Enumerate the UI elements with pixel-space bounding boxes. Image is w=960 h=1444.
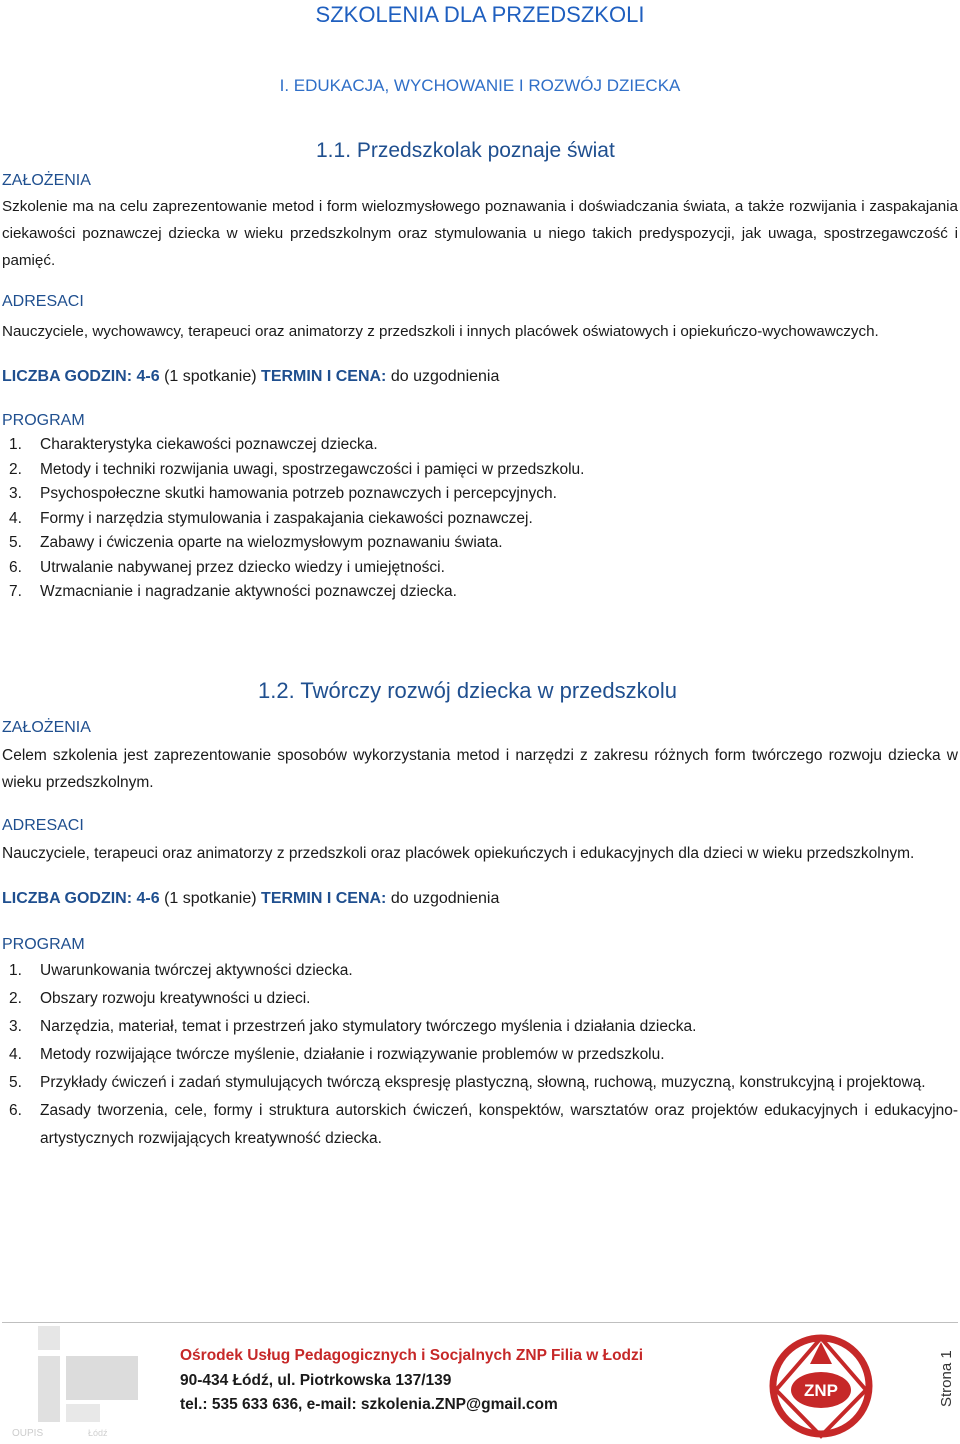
item-number: 6. bbox=[9, 1102, 22, 1119]
hours-label: LICZBA GODZIN: bbox=[2, 890, 133, 907]
footer-contact bbox=[180, 1344, 643, 1418]
program-list bbox=[2, 957, 958, 1153]
program-label: PROGRAM bbox=[2, 936, 85, 953]
adresaci-text: Nauczyciele, wychowawcy, terapeuci oraz animatorzy z przedszkoli i innych placówek oświatowych i opiekuńczo-wychowawczych. bbox=[2, 323, 879, 340]
znp-logo-icon bbox=[766, 1328, 876, 1440]
zalozenia-text: Celem szkolenia jest zaprezentowanie sposobów wykorzystania metod i narzędzi z zakresu różnych form twórczego rozwoju dziecka w wieku przedszkolnym. bbox=[2, 747, 958, 791]
term-label: TERMIN I CENA: bbox=[261, 368, 387, 385]
item-text: Narzędzia, materiał, temat i przestrzeń jako stymulatory twórczego myślenia i działania dziecka. bbox=[40, 1018, 697, 1035]
item-text: Uwarunkowania twórczej aktywności dziecka. bbox=[40, 962, 353, 979]
section-title: 1.1. Przedszkolak poznaje świat bbox=[316, 139, 615, 162]
list-item bbox=[2, 985, 958, 1013]
part-title: I. EDUKACJA, WYCHOWANIE I ROZWÓJ DZIECKA bbox=[279, 76, 681, 95]
item-text: Metody rozwijające twórcze myślenie, działanie i rozwiązywanie problemów w przedszkolu. bbox=[40, 1046, 665, 1063]
footer-address: 90-434 Łódź, ul. Piotrkowska 137/139 bbox=[180, 1371, 452, 1389]
hours-value: 4-6 bbox=[136, 368, 160, 385]
hours-note: (1 spotkanie) bbox=[164, 890, 257, 907]
item-text: Psychospołeczne skutki hamowania potrzeb poznawczych i percepcyjnych. bbox=[40, 485, 557, 502]
hours-line bbox=[2, 887, 958, 911]
item-text: Formy i narzędzia stymulowania i zaspakajania ciekawości poznawczej. bbox=[40, 509, 533, 527]
item-number: 2. bbox=[9, 990, 22, 1007]
list-item bbox=[2, 1013, 958, 1041]
oupis-logo-icon bbox=[4, 1324, 144, 1440]
item-number: 7. bbox=[9, 583, 22, 600]
list-item bbox=[2, 1041, 958, 1069]
zalozenia-label: ZAŁOŻENIA bbox=[2, 719, 91, 736]
item-text: Przykłady ćwiczeń i zadań stymulujących twórczą ekspresję plastyczną, słowną, ruchową, muzyczną, konstrukcyjną i projektową. bbox=[40, 1074, 926, 1091]
item-text: Zabawy i ćwiczenia oparte na wielozmysłowym poznawaniu świata. bbox=[40, 534, 503, 551]
section-przedszkolak bbox=[2, 136, 958, 605]
item-text: Charakterystyka ciekawości poznawczej dziecka. bbox=[40, 436, 378, 453]
item-number: 1. bbox=[9, 436, 22, 453]
hours-note: (1 spotkanie) bbox=[164, 368, 257, 385]
section-title: 1.2. Twórczy rozwój dziecka w przedszkolu bbox=[258, 678, 677, 703]
footer-contact-line: tel.: 535 633 636, e-mail: szkolenia.ZNP@gmail.com bbox=[180, 1396, 558, 1413]
zalozenia-label: ZAŁOŻENIA bbox=[2, 172, 91, 189]
program-list bbox=[2, 433, 958, 605]
term-value: do uzgodnienia bbox=[390, 368, 500, 385]
footer-divider bbox=[2, 1322, 958, 1323]
item-text: Utrwalanie nabywanej przez dziecko wiedzy i umiejętności. bbox=[40, 558, 445, 576]
item-number: 5. bbox=[9, 534, 22, 551]
item-number: 3. bbox=[9, 485, 22, 502]
adresaci-label: ADRESACI bbox=[2, 293, 84, 310]
item-text: Zasady tworzenia, cele, formy i struktura autorskich ćwiczeń, konspektów, warsztatów oraz projektów edukacyjnych i edukacyjno-artystycznych rozwijających kreatywność dziecka. bbox=[40, 1102, 958, 1147]
hours-label: LICZBA GODZIN: bbox=[2, 368, 133, 385]
page-title: SZKOLENIA DLA PRZEDSZKOLI bbox=[315, 2, 645, 27]
item-number: 2. bbox=[9, 460, 22, 478]
list-item bbox=[2, 556, 958, 581]
page-number: Strona 1 bbox=[938, 1350, 955, 1407]
zalozenia-text: Szkolenie ma na celu zaprezentowanie metod i form wielozmysłowego poznawania i doświadczania świata, a także rozwijania i zaspakajania ciekawości poznawczej dziecka w wieku przedszkolnym oraz stymulowania u niego takich predyspozycji, jak uwaga, spostrzegawczość i pamięć. bbox=[2, 198, 958, 269]
hours-value: 4-6 bbox=[136, 890, 160, 907]
item-number: 1. bbox=[9, 962, 22, 979]
list-item bbox=[2, 957, 958, 985]
section-tworczy-rozwoj bbox=[2, 676, 958, 1153]
item-number: 6. bbox=[9, 558, 22, 576]
list-item bbox=[2, 433, 958, 458]
item-number: 4. bbox=[9, 509, 22, 527]
list-item bbox=[2, 507, 958, 532]
hours-line bbox=[2, 365, 958, 389]
program-label: PROGRAM bbox=[2, 412, 85, 429]
logo-text: OUPIS bbox=[12, 1428, 44, 1439]
adresaci-text: Nauczyciele, terapeuci oraz animatorzy z przedszkoli oraz placówek opiekuńczych i edukacyjnych dla dzieci w wieku przedszkolnym. bbox=[2, 845, 915, 862]
list-item bbox=[2, 458, 958, 483]
item-text: Wzmacnianie i nagradzanie aktywności poznawczej dziecka. bbox=[40, 583, 457, 600]
item-number: 3. bbox=[9, 1018, 22, 1035]
znp-logo-text: ZNP bbox=[804, 1381, 838, 1400]
adresaci-label: ADRESACI bbox=[2, 817, 84, 834]
item-number: 5. bbox=[9, 1074, 22, 1091]
item-number: 4. bbox=[9, 1046, 22, 1063]
item-text: Metody i techniki rozwijania uwagi, spostrzegawczości i pamięci w przedszkolu. bbox=[40, 460, 585, 478]
list-item bbox=[2, 1069, 958, 1097]
footer-org: Ośrodek Usług Pedagogicznych i Socjalnych ZNP Filia w Łodzi bbox=[180, 1347, 644, 1364]
term-label: TERMIN I CENA: bbox=[261, 890, 387, 907]
list-item bbox=[2, 482, 958, 507]
list-item bbox=[2, 580, 958, 605]
term-value: do uzgodnienia bbox=[390, 890, 500, 907]
logo-subtext: Łódź bbox=[88, 1428, 108, 1438]
list-item bbox=[2, 1097, 958, 1153]
list-item bbox=[2, 531, 958, 556]
item-text: Obszary rozwoju kreatywności u dzieci. bbox=[40, 990, 311, 1007]
